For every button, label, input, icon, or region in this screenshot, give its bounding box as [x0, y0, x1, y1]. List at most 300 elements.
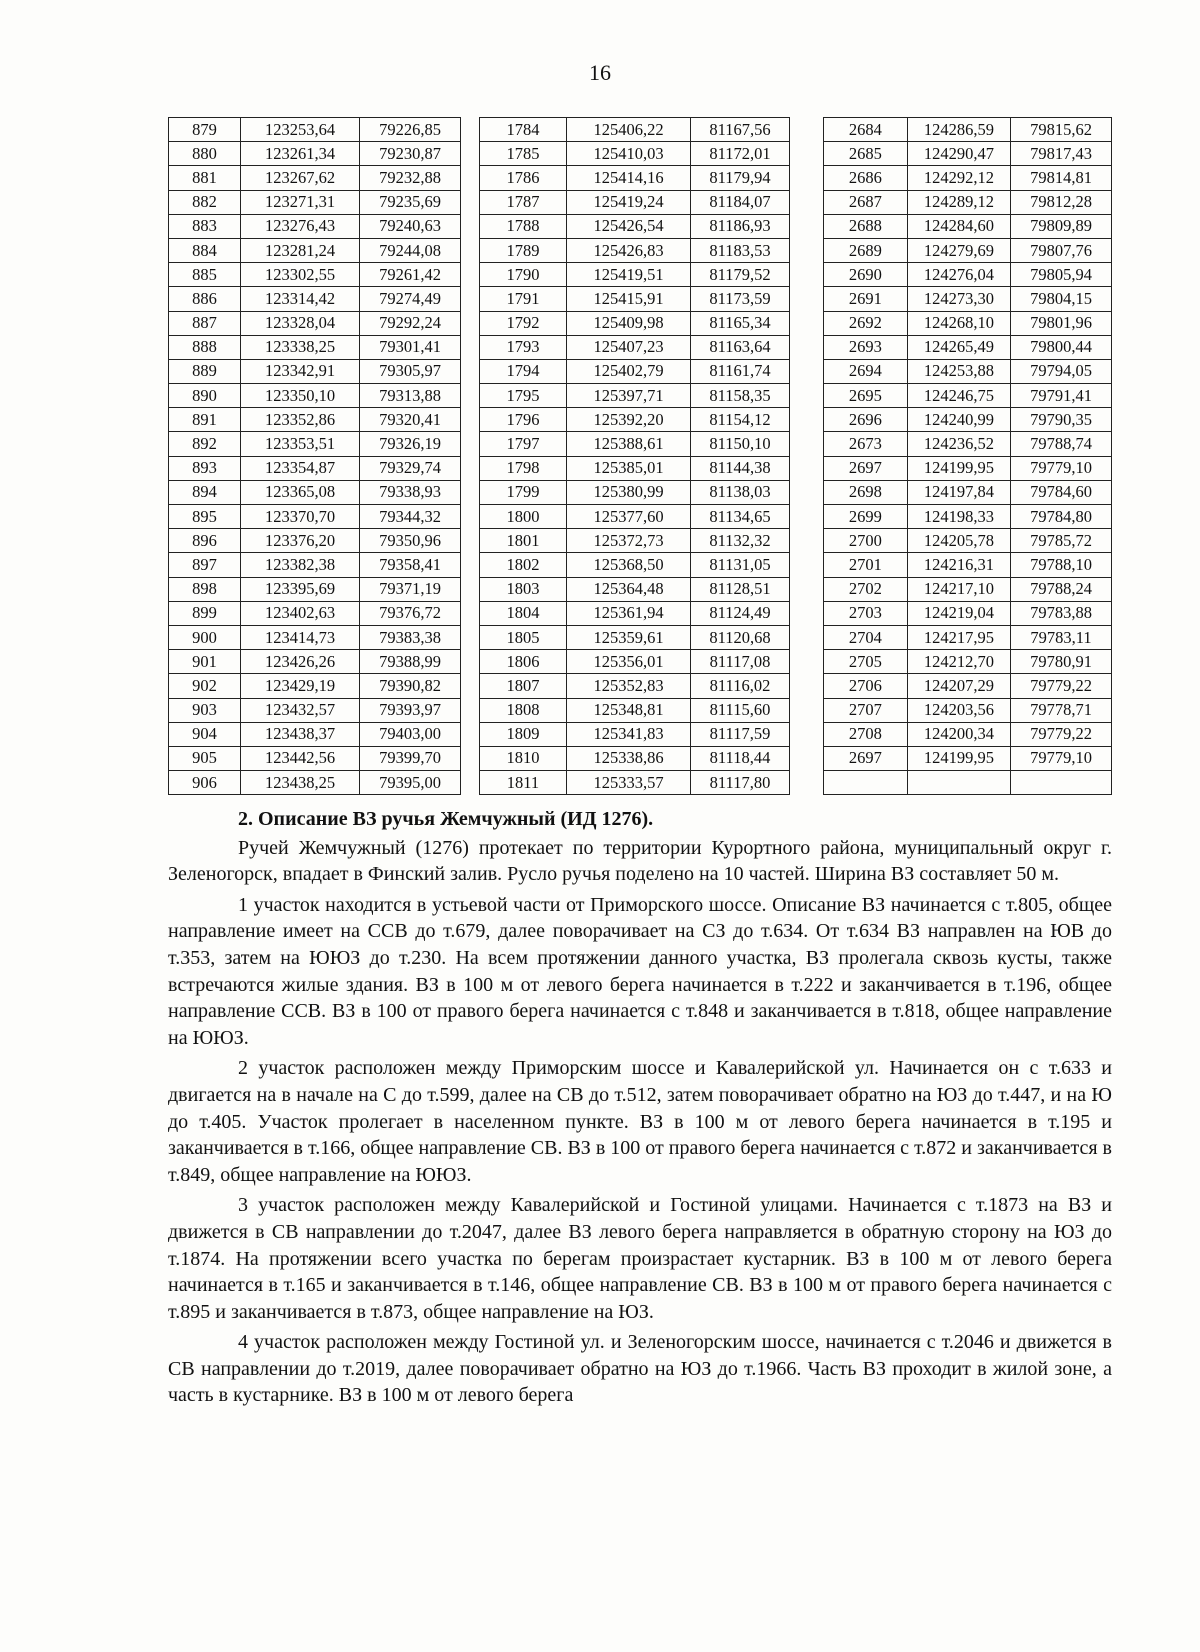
x-coordinate-cell: 124286,59: [907, 118, 1010, 142]
y-coordinate-cell: 79784,80: [1011, 505, 1112, 529]
x-coordinate-cell: 123426,26: [241, 650, 360, 674]
table-row: [824, 480, 1112, 504]
x-coordinate-cell: 124217,95: [907, 625, 1010, 649]
point-number-cell: 901: [169, 650, 241, 674]
section-heading: 2. Описание ВЗ ручья Жемчужный (ИД 1276).: [238, 808, 654, 830]
table-row: [824, 142, 1112, 166]
table-row: [480, 118, 790, 142]
x-coordinate-cell: 123402,63: [241, 601, 360, 625]
point-number-cell: 1790: [480, 263, 567, 287]
table-row: [169, 432, 461, 456]
x-coordinate-cell: 123382,38: [241, 553, 360, 577]
y-coordinate-cell: 81124,49: [691, 601, 790, 625]
y-coordinate-cell: 79358,41: [360, 553, 461, 577]
y-coordinate-cell: 79388,99: [360, 650, 461, 674]
point-number-cell: 1798: [480, 456, 567, 480]
point-number-cell: 1806: [480, 650, 567, 674]
x-coordinate-cell: 125407,23: [567, 335, 691, 359]
table-row: [169, 674, 461, 698]
x-coordinate-cell: 124212,70: [907, 650, 1010, 674]
x-coordinate-cell: 124246,75: [907, 384, 1010, 408]
point-number-cell: 2686: [824, 166, 908, 190]
point-number-cell: 1804: [480, 601, 567, 625]
y-coordinate-cell: 79809,89: [1011, 214, 1112, 238]
x-coordinate-cell: 123438,37: [241, 722, 360, 746]
x-coordinate-cell: 123432,57: [241, 698, 360, 722]
table-row: [480, 529, 790, 553]
y-coordinate-cell: 79784,60: [1011, 480, 1112, 504]
table-row: [824, 359, 1112, 383]
paragraph-section-1: 1 участок находится в устьевой части от Приморского шоссе. Описание ВЗ начинается с т.805, общее направление имеет на ССВ до т.679, далее поворачивает на СЗ до т.634. От т.634 ВЗ направлен на ЮВ до т.353, затем на ЮЮЗ до т.230. На всем протяжении данного участка, ВЗ пролегала сквозь кусты, также встречаются жилые здания. ВЗ в 100 м от левого берега начинается в т.222 и заканчивается в т.196, общее направление ССВ. ВЗ в 100 от правого берега начинается с т.848 и заканчивается в т.818, общее направление на ЮЮЗ.: [168, 893, 1112, 1049]
point-number-cell: 2702: [824, 577, 908, 601]
coordinates-table-right: [823, 117, 1112, 795]
point-number-cell: 2706: [824, 674, 908, 698]
y-coordinate-cell: 81150,10: [691, 432, 790, 456]
x-coordinate-cell: 125338,86: [567, 746, 691, 770]
point-number-cell: 891: [169, 408, 241, 432]
y-coordinate-cell: 79292,24: [360, 311, 461, 335]
y-coordinate-cell: 79812,28: [1011, 190, 1112, 214]
point-number-cell: 903: [169, 698, 241, 722]
point-number-cell: 1786: [480, 166, 567, 190]
x-coordinate-cell: 124205,78: [907, 529, 1010, 553]
y-coordinate-cell: 79790,35: [1011, 408, 1112, 432]
y-coordinate-cell: 79778,71: [1011, 698, 1112, 722]
y-coordinate-cell: 79804,15: [1011, 287, 1112, 311]
x-coordinate-cell: 125392,20: [567, 408, 691, 432]
y-coordinate-cell: 79788,10: [1011, 553, 1112, 577]
point-number-cell: 894: [169, 480, 241, 504]
y-coordinate-cell: 81132,32: [691, 529, 790, 553]
y-coordinate-cell: 79344,32: [360, 505, 461, 529]
y-coordinate-cell: 81165,34: [691, 311, 790, 335]
table-row: [480, 674, 790, 698]
table-row: [824, 263, 1112, 287]
point-number-cell: 892: [169, 432, 241, 456]
x-coordinate-cell: 125356,01: [567, 650, 691, 674]
y-coordinate-cell: 81154,12: [691, 408, 790, 432]
x-coordinate-cell: 124207,29: [907, 674, 1010, 698]
point-number-cell: 1811: [480, 771, 567, 795]
table-row: [169, 698, 461, 722]
table-row: [169, 746, 461, 770]
paragraph-intro: Ручей Жемчужный (1276) протекает по территории Курортного района, муниципальный округ г. Зеленогорск, впадает в Финский залив. Русло ручья поделено на 10 частей. Ширина ВЗ составляет 50 м.: [168, 836, 1112, 886]
table-row: [824, 287, 1112, 311]
coordinates-table-left: [168, 117, 461, 795]
x-coordinate-cell: 124284,60: [907, 214, 1010, 238]
x-coordinate-cell: 125333,57: [567, 771, 691, 795]
x-coordinate-cell: 124268,10: [907, 311, 1010, 335]
y-coordinate-cell: 79390,82: [360, 674, 461, 698]
point-number-cell: 902: [169, 674, 241, 698]
y-coordinate-cell: 79783,11: [1011, 625, 1112, 649]
point-number-cell: 1792: [480, 311, 567, 335]
x-coordinate-cell: 123370,70: [241, 505, 360, 529]
table-row: [824, 166, 1112, 190]
table-row: [169, 771, 461, 795]
point-number-cell: 1795: [480, 384, 567, 408]
x-coordinate-cell: 124200,34: [907, 722, 1010, 746]
table-row: [169, 118, 461, 142]
table-row: [824, 601, 1112, 625]
x-coordinate-cell: 123276,43: [241, 214, 360, 238]
point-number-cell: 886: [169, 287, 241, 311]
x-coordinate-cell: 124265,49: [907, 335, 1010, 359]
point-number-cell: 1799: [480, 480, 567, 504]
paragraph-section-3: 3 участок расположен между Кавалерийской и Гостиной улицами. Начинается с т.1873 на ВЗ и движется в СВ направлении до т.2047, далее ВЗ левого берега направляется в обратную сторону на ЮЗ до т.1874. На протяжении всего участка по берегам произрастает кустарник. ВЗ в 100 м от левого берега начинается в т.165 и заканчивается в т.146, общее направление СВ. ВЗ в 100 м от правого берега начинается с т.895 и заканчивается в т.873, общее направление на ЮЗ.: [168, 1194, 1112, 1323]
table-row: [169, 577, 461, 601]
x-coordinate-cell: 125402,79: [567, 359, 691, 383]
coordinates-table-middle: [479, 117, 790, 795]
y-coordinate-cell: 79780,91: [1011, 650, 1112, 674]
point-number-cell: 1808: [480, 698, 567, 722]
x-coordinate-cell: 125359,61: [567, 625, 691, 649]
x-coordinate-cell: 125341,83: [567, 722, 691, 746]
y-coordinate-cell: 79230,87: [360, 142, 461, 166]
table-row: [824, 190, 1112, 214]
table-row: [824, 311, 1112, 335]
x-coordinate-cell: 124219,04: [907, 601, 1010, 625]
y-coordinate-cell: 79338,93: [360, 480, 461, 504]
y-coordinate-cell: 79791,41: [1011, 384, 1112, 408]
x-coordinate-cell: 124198,33: [907, 505, 1010, 529]
y-coordinate-cell: 79805,94: [1011, 263, 1112, 287]
point-number-cell: 1787: [480, 190, 567, 214]
point-number-cell: [824, 771, 908, 795]
x-coordinate-cell: 124217,10: [907, 577, 1010, 601]
x-coordinate-cell: 123352,86: [241, 408, 360, 432]
point-number-cell: 1788: [480, 214, 567, 238]
point-number-cell: 2707: [824, 698, 908, 722]
x-coordinate-cell: 125414,16: [567, 166, 691, 190]
x-coordinate-cell: 123414,73: [241, 625, 360, 649]
table-row: [169, 359, 461, 383]
point-number-cell: 2701: [824, 553, 908, 577]
point-number-cell: 900: [169, 625, 241, 649]
x-coordinate-cell: 124240,99: [907, 408, 1010, 432]
point-number-cell: 897: [169, 553, 241, 577]
table-row: [169, 335, 461, 359]
y-coordinate-cell: 81117,59: [691, 722, 790, 746]
paragraph-section-2: 2 участок расположен между Приморским шоссе и Кавалерийской ул. Начинается он с т.633 и двигается на в начале на С до т.599, далее на СВ до т.512, затем поворачивает обратно на ЮЗ до т.447, и на Ю до т.405. Участок пролегает в населенном пункте. ВЗ в 100 м от левого берега начинается в т.195 и заканчивается в т.166, общее направление СВ. ВЗ в 100 от правого берега начинается с т.872 и заканчивается в т.849, общее направление на ЮЮЗ.: [168, 1057, 1112, 1186]
x-coordinate-cell: 125348,81: [567, 698, 691, 722]
x-coordinate-cell: 125415,91: [567, 287, 691, 311]
y-coordinate-cell: 79305,97: [360, 359, 461, 383]
table-row: [824, 698, 1112, 722]
x-coordinate-cell: 123314,42: [241, 287, 360, 311]
point-number-cell: 2705: [824, 650, 908, 674]
table-row: [480, 771, 790, 795]
point-number-cell: 2700: [824, 529, 908, 553]
table-row: [480, 505, 790, 529]
table-row: [824, 625, 1112, 649]
y-coordinate-cell: 79226,85: [360, 118, 461, 142]
x-coordinate-cell: 125380,99: [567, 480, 691, 504]
y-coordinate-cell: 79817,43: [1011, 142, 1112, 166]
x-coordinate-cell: 124292,12: [907, 166, 1010, 190]
x-coordinate-cell: 125385,01: [567, 456, 691, 480]
paragraph-section-4: 4 участок расположен между Гостиной ул. и Зеленогорским шоссе, начинается с т.2046 и движется в СВ направлении до т.2019, далее поворачивает обратно на ЮЗ до т.1966. Часть ВЗ проходит в жилой зоне, а часть в кустарнике. ВЗ в 100 м от левого берега: [168, 1331, 1112, 1407]
point-number-cell: 884: [169, 238, 241, 262]
y-coordinate-cell: 79788,74: [1011, 432, 1112, 456]
x-coordinate-cell: 123353,51: [241, 432, 360, 456]
table-row: [480, 142, 790, 166]
x-coordinate-cell: 125352,83: [567, 674, 691, 698]
point-number-cell: 1785: [480, 142, 567, 166]
point-number-cell: 2673: [824, 432, 908, 456]
table-row: [169, 505, 461, 529]
y-coordinate-cell: 79320,41: [360, 408, 461, 432]
x-coordinate-cell: 125410,03: [567, 142, 691, 166]
x-coordinate-cell: 125368,50: [567, 553, 691, 577]
y-coordinate-cell: 81138,03: [691, 480, 790, 504]
y-coordinate-cell: 81186,93: [691, 214, 790, 238]
table-row: [169, 553, 461, 577]
y-coordinate-cell: 79779,10: [1011, 456, 1112, 480]
y-coordinate-cell: 79244,08: [360, 238, 461, 262]
x-coordinate-cell: 123365,08: [241, 480, 360, 504]
x-coordinate-cell: 124289,12: [907, 190, 1010, 214]
y-coordinate-cell: 81173,59: [691, 287, 790, 311]
table-row: [480, 722, 790, 746]
point-number-cell: 1810: [480, 746, 567, 770]
table-row: [480, 746, 790, 770]
point-number-cell: 2694: [824, 359, 908, 383]
table-row: [480, 335, 790, 359]
x-coordinate-cell: 125377,60: [567, 505, 691, 529]
table-row: [169, 601, 461, 625]
y-coordinate-cell: 79788,24: [1011, 577, 1112, 601]
y-coordinate-cell: 81183,53: [691, 238, 790, 262]
table-row: [480, 287, 790, 311]
y-coordinate-cell: 79783,88: [1011, 601, 1112, 625]
table-row: [480, 432, 790, 456]
y-coordinate-cell: 81118,44: [691, 746, 790, 770]
x-coordinate-cell: 123438,25: [241, 771, 360, 795]
y-coordinate-cell: 81161,74: [691, 359, 790, 383]
table-row: [480, 166, 790, 190]
table-row: [169, 214, 461, 238]
table-row: [824, 577, 1112, 601]
y-coordinate-cell: 81163,64: [691, 335, 790, 359]
y-coordinate-cell: 81117,80: [691, 771, 790, 795]
table-row: [824, 384, 1112, 408]
y-coordinate-cell: 79403,00: [360, 722, 461, 746]
page-number: 16: [589, 60, 611, 85]
x-coordinate-cell: 125406,22: [567, 118, 691, 142]
table-row: [169, 529, 461, 553]
x-coordinate-cell: 123328,04: [241, 311, 360, 335]
table-row: [480, 553, 790, 577]
x-coordinate-cell: 123281,24: [241, 238, 360, 262]
point-number-cell: 881: [169, 166, 241, 190]
point-number-cell: 2689: [824, 238, 908, 262]
point-number-cell: 889: [169, 359, 241, 383]
point-number-cell: 2688: [824, 214, 908, 238]
point-number-cell: 888: [169, 335, 241, 359]
x-coordinate-cell: 123342,91: [241, 359, 360, 383]
point-number-cell: 2691: [824, 287, 908, 311]
table-row: [480, 214, 790, 238]
point-number-cell: 2685: [824, 142, 908, 166]
point-number-cell: 879: [169, 118, 241, 142]
table-row: [824, 214, 1112, 238]
point-number-cell: 2697: [824, 746, 908, 770]
table-row: [480, 384, 790, 408]
table-row: [480, 601, 790, 625]
table-row: [824, 335, 1112, 359]
point-number-cell: 2704: [824, 625, 908, 649]
x-coordinate-cell: 124290,47: [907, 142, 1010, 166]
x-coordinate-cell: 124216,31: [907, 553, 1010, 577]
x-coordinate-cell: 123253,64: [241, 118, 360, 142]
point-number-cell: 2690: [824, 263, 908, 287]
y-coordinate-cell: 79240,63: [360, 214, 461, 238]
y-coordinate-cell: 79807,76: [1011, 238, 1112, 262]
x-coordinate-cell: 124203,56: [907, 698, 1010, 722]
table-row: [824, 746, 1112, 770]
table-row: [824, 505, 1112, 529]
table-row: [169, 456, 461, 480]
point-number-cell: 1805: [480, 625, 567, 649]
x-coordinate-cell: 123442,56: [241, 746, 360, 770]
point-number-cell: 904: [169, 722, 241, 746]
table-row: [480, 359, 790, 383]
x-coordinate-cell: 124273,30: [907, 287, 1010, 311]
x-coordinate-cell: 124236,52: [907, 432, 1010, 456]
y-coordinate-cell: 79232,88: [360, 166, 461, 190]
table-row: [480, 238, 790, 262]
table-row: [480, 190, 790, 214]
table-row: [480, 698, 790, 722]
point-number-cell: 899: [169, 601, 241, 625]
point-number-cell: 2687: [824, 190, 908, 214]
table-row: [169, 142, 461, 166]
y-coordinate-cell: 81144,38: [691, 456, 790, 480]
y-coordinate-cell: 81179,52: [691, 263, 790, 287]
y-coordinate-cell: 79350,96: [360, 529, 461, 553]
x-coordinate-cell: 124199,95: [907, 746, 1010, 770]
table-row: [169, 166, 461, 190]
y-coordinate-cell: 79800,44: [1011, 335, 1112, 359]
y-coordinate-cell: 79393,97: [360, 698, 461, 722]
y-coordinate-cell: 81167,56: [691, 118, 790, 142]
y-coordinate-cell: 79395,00: [360, 771, 461, 795]
table-row: [169, 722, 461, 746]
x-coordinate-cell: 125409,98: [567, 311, 691, 335]
table-row: [169, 408, 461, 432]
table-row: [824, 771, 1112, 795]
x-coordinate-cell: 125426,54: [567, 214, 691, 238]
y-coordinate-cell: 79313,88: [360, 384, 461, 408]
x-coordinate-cell: 123302,55: [241, 263, 360, 287]
point-number-cell: 898: [169, 577, 241, 601]
y-coordinate-cell: 79399,70: [360, 746, 461, 770]
point-number-cell: 1796: [480, 408, 567, 432]
point-number-cell: 1800: [480, 505, 567, 529]
table-row: [480, 456, 790, 480]
y-coordinate-cell: 79376,72: [360, 601, 461, 625]
y-coordinate-cell: 81172,01: [691, 142, 790, 166]
point-number-cell: 887: [169, 311, 241, 335]
x-coordinate-cell: 124276,04: [907, 263, 1010, 287]
table-row: [480, 408, 790, 432]
point-number-cell: 880: [169, 142, 241, 166]
y-coordinate-cell: 79779,22: [1011, 674, 1112, 698]
y-coordinate-cell: 81116,02: [691, 674, 790, 698]
point-number-cell: 2684: [824, 118, 908, 142]
y-coordinate-cell: 81115,60: [691, 698, 790, 722]
table-row: [824, 529, 1112, 553]
table-row: [480, 480, 790, 504]
y-coordinate-cell: 81131,05: [691, 553, 790, 577]
x-coordinate-cell: 125419,51: [567, 263, 691, 287]
point-number-cell: 905: [169, 746, 241, 770]
point-number-cell: 882: [169, 190, 241, 214]
y-coordinate-cell: 79329,74: [360, 456, 461, 480]
table-row: [169, 190, 461, 214]
point-number-cell: 1803: [480, 577, 567, 601]
table-row: [480, 311, 790, 335]
table-row: [169, 287, 461, 311]
point-number-cell: 893: [169, 456, 241, 480]
table-row: [480, 650, 790, 674]
y-coordinate-cell: 79815,62: [1011, 118, 1112, 142]
x-coordinate-cell: [907, 771, 1010, 795]
x-coordinate-cell: 124253,88: [907, 359, 1010, 383]
y-coordinate-cell: 79779,10: [1011, 746, 1112, 770]
point-number-cell: 1802: [480, 553, 567, 577]
x-coordinate-cell: 124279,69: [907, 238, 1010, 262]
point-number-cell: 896: [169, 529, 241, 553]
x-coordinate-cell: 123271,31: [241, 190, 360, 214]
table-row: [824, 553, 1112, 577]
table-row: [480, 263, 790, 287]
point-number-cell: 2693: [824, 335, 908, 359]
point-number-cell: 2695: [824, 384, 908, 408]
table-row: [169, 311, 461, 335]
table-row: [169, 650, 461, 674]
point-number-cell: 1784: [480, 118, 567, 142]
point-number-cell: 1797: [480, 432, 567, 456]
point-number-cell: 885: [169, 263, 241, 287]
y-coordinate-cell: 81158,35: [691, 384, 790, 408]
point-number-cell: 2699: [824, 505, 908, 529]
x-coordinate-cell: 125388,61: [567, 432, 691, 456]
y-coordinate-cell: 79383,38: [360, 625, 461, 649]
table-row: [824, 238, 1112, 262]
y-coordinate-cell: 79801,96: [1011, 311, 1112, 335]
point-number-cell: 1807: [480, 674, 567, 698]
x-coordinate-cell: 123429,19: [241, 674, 360, 698]
y-coordinate-cell: 79371,19: [360, 577, 461, 601]
y-coordinate-cell: 79814,81: [1011, 166, 1112, 190]
table-row: [824, 650, 1112, 674]
point-number-cell: 2708: [824, 722, 908, 746]
x-coordinate-cell: 125419,24: [567, 190, 691, 214]
y-coordinate-cell: 79301,41: [360, 335, 461, 359]
point-number-cell: 2703: [824, 601, 908, 625]
x-coordinate-cell: 123338,25: [241, 335, 360, 359]
table-row: [824, 456, 1112, 480]
table-row: [169, 263, 461, 287]
y-coordinate-cell: 81134,65: [691, 505, 790, 529]
x-coordinate-cell: 124197,84: [907, 480, 1010, 504]
table-row: [480, 625, 790, 649]
x-coordinate-cell: 123376,20: [241, 529, 360, 553]
x-coordinate-cell: 123354,87: [241, 456, 360, 480]
x-coordinate-cell: 124199,95: [907, 456, 1010, 480]
